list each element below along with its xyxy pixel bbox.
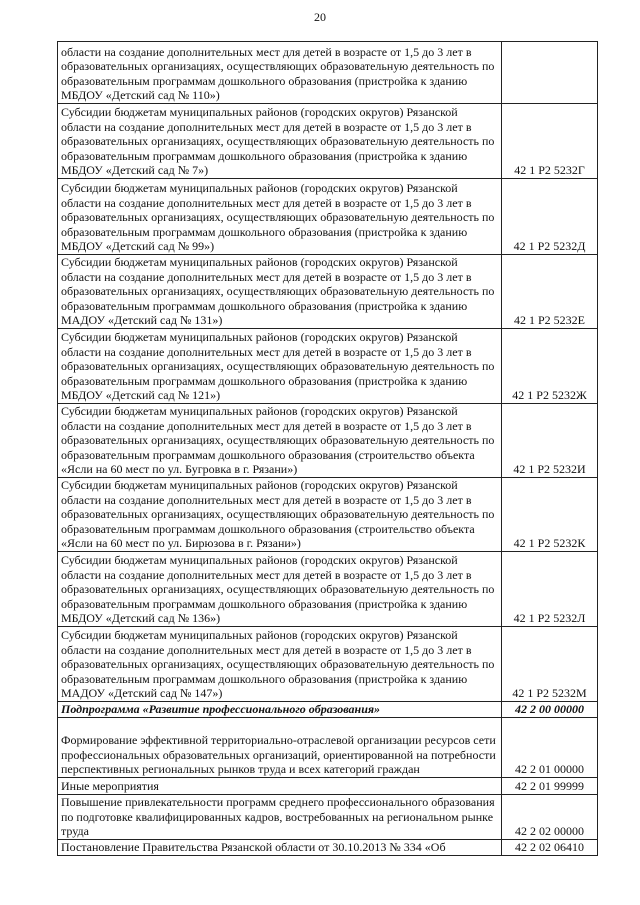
row-code: 42 2 01 99999 bbox=[502, 778, 598, 795]
row-description: Субсидии бюджетам муниципальных районов (городских округов) Рязанской области на создание дополнительных мест для детей в возрасте от 1,5 до 3 лет в образовательных организациях, осуществляющих образовательную деятельность по образовательным программам дошкольного образования (строительство объекта «Ясли на 60 мест по ул. Бугровка в г. Рязани») bbox=[58, 404, 502, 478]
row-code: 42 1 P2 5232М bbox=[502, 627, 598, 702]
table-row bbox=[58, 718, 598, 778]
row-description: Иные мероприятия bbox=[58, 778, 502, 795]
row-code: 42 2 02 00000 bbox=[502, 795, 598, 840]
row-code bbox=[502, 42, 598, 104]
row-description: Субсидии бюджетам муниципальных районов (городских округов) Рязанской области на создание дополнительных мест для детей в возрасте от 1,5 до 3 лет в образовательных организациях, осуществляющих образовательную деятельность по образовательным программам дошкольного образования (пристройка к зданию МАДОУ «Детский сад № 131») bbox=[58, 255, 502, 329]
row-description: Субсидии бюджетам муниципальных районов (городских округов) Рязанской области на создание дополнительных мест для детей в возрасте от 1,5 до 3 лет в образовательных организациях, осуществляющих образовательную деятельность по образовательным программам дошкольного образования (строительство объекта «Ясли на 60 мест по ул. Бирюзова в г. Рязани») bbox=[58, 478, 502, 552]
table-row bbox=[58, 778, 598, 795]
row-code: 42 2 02 06410 bbox=[502, 840, 598, 856]
table-row bbox=[58, 627, 598, 702]
table-row bbox=[58, 404, 598, 478]
row-description: области на создание дополнительных мест для детей в возрасте от 1,5 до 3 лет в образовательных организациях, осуществляющих образовательную деятельность по образовательным программам дошкольного образования (пристройка к зданию МБДОУ «Детский сад № 110») bbox=[58, 42, 502, 104]
row-code: 42 2 01 00000 bbox=[502, 718, 598, 778]
row-code: 42 1 P2 5232Е bbox=[502, 255, 598, 329]
row-description: Формирование эффективной территориально-отраслевой организации ресурсов сети профессиональных образовательных организаций, ориентированной на потребности перспективных региональных рынков труда и всех категорий граждан bbox=[58, 718, 502, 778]
table-row bbox=[58, 179, 598, 255]
row-code: 42 1 P2 5232К bbox=[502, 478, 598, 552]
table-row bbox=[58, 840, 598, 856]
row-code: 42 1 P2 5232И bbox=[502, 404, 598, 478]
row-description: Субсидии бюджетам муниципальных районов (городских округов) Рязанской области на создание дополнительных мест для детей в возрасте от 1,5 до 3 лет в образовательных организациях, осуществляющих образовательную деятельность по образовательным программам дошкольного образования (пристройка к зданию МБДОУ «Детский сад № 136») bbox=[58, 552, 502, 627]
row-code: 42 1 P2 5232Ж bbox=[502, 329, 598, 404]
table-row bbox=[58, 329, 598, 404]
row-description: Субсидии бюджетам муниципальных районов (городских округов) Рязанской области на создание дополнительных мест для детей в возрасте от 1,5 до 3 лет в образовательных организациях, осуществляющих образовательную деятельность по образовательным программам дошкольного образования (пристройка к зданию МБДОУ «Детский сад № 99») bbox=[58, 179, 502, 255]
table-row bbox=[58, 478, 598, 552]
subprogram-code: 42 2 00 00000 bbox=[502, 702, 598, 718]
table-row bbox=[58, 42, 598, 104]
budget-classification-table bbox=[57, 41, 598, 856]
row-code: 42 1 P2 5232Л bbox=[502, 552, 598, 627]
table-row bbox=[58, 255, 598, 329]
row-description: Повышение привлекательности программ среднего профессионального образования по подготовке квалифицированных кадров, востребованных на региональном рынке труда bbox=[58, 795, 502, 840]
row-description: Субсидии бюджетам муниципальных районов (городских округов) Рязанской области на создание дополнительных мест для детей в возрасте от 1,5 до 3 лет в образовательных организациях, осуществляющих образовательную деятельность по образовательным программам дошкольного образования (пристройка к зданию МБДОУ «Детский сад № 7») bbox=[58, 104, 502, 179]
table-row bbox=[58, 552, 598, 627]
table-row bbox=[58, 104, 598, 179]
page-number: 20 bbox=[314, 10, 326, 24]
row-code: 42 1 P2 5232Г bbox=[502, 104, 598, 179]
row-description: Субсидии бюджетам муниципальных районов (городских округов) Рязанской области на создание дополнительных мест для детей в возрасте от 1,5 до 3 лет в образовательных организациях, осуществляющих образовательную деятельность по образовательным программам дошкольного образования (пристройка к зданию МБДОУ «Детский сад № 121») bbox=[58, 329, 502, 404]
subprogram-title: Подпрограмма «Развитие профессионального образования» bbox=[58, 702, 502, 718]
row-code: 42 1 P2 5232Д bbox=[502, 179, 598, 255]
row-description: Постановление Правительства Рязанской области от 30.10.2013 № 334 «Об bbox=[58, 840, 502, 856]
subprogram-row bbox=[58, 702, 598, 718]
row-description: Субсидии бюджетам муниципальных районов (городских округов) Рязанской области на создание дополнительных мест для детей в возрасте от 1,5 до 3 лет в образовательных организациях, осуществляющих образовательную деятельность по образовательным программам дошкольного образования (пристройка к зданию МАДОУ «Детский сад № 147») bbox=[58, 627, 502, 702]
table-row bbox=[58, 795, 598, 840]
